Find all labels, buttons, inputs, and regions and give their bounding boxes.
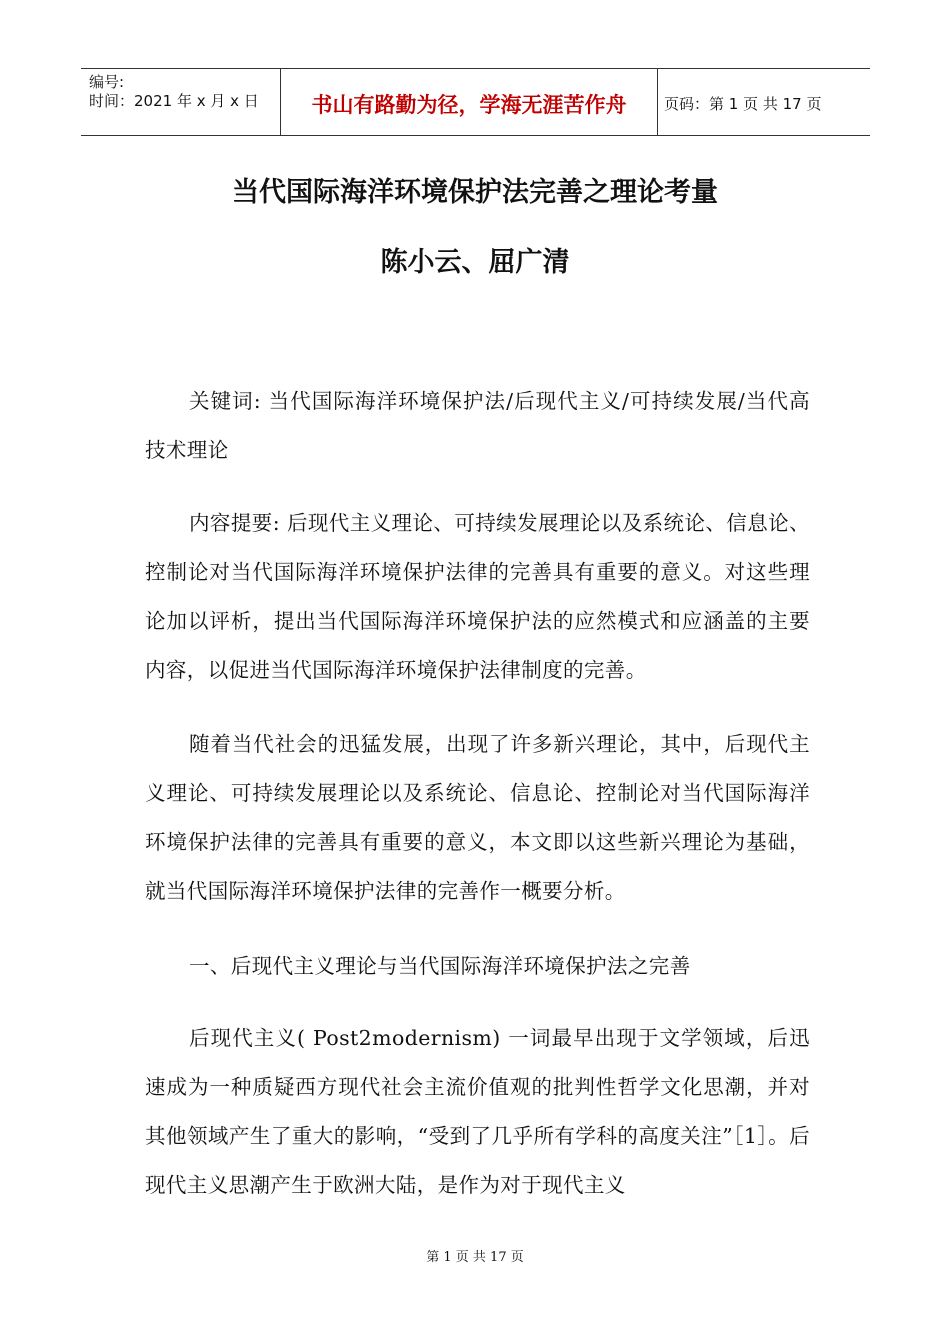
document-title: 当代国际海洋环境保护法完善之理论考量: [232, 177, 718, 208]
intro-paragraph: 随着当代社会的迅猛发展，出现了许多新兴理论，其中，后现代主义理论、可持续发展理论以及系统论、信息论、控制论对当代国际海洋环境保护法律的完善具有重要的意义，本文即以这些新兴理论为基础，就当代国际海洋环境保护法律的完善作一概要分析。: [145, 732, 810, 903]
section-heading: 一、后现代主义理论与当代国际海洋环境保护法之完善: [189, 954, 691, 978]
header-page-info: 页码：第 1 页 共 17 页: [664, 94, 822, 113]
abstract-paragraph: 内容提要: 后现代主义理论、可持续发展理论以及系统论、信息论、控制论对当代国际海洋环境保护法律的完善具有重要的意义。对这些理论加以评析，提出当代国际海洋环境保护法的应然模式和应涵盖的主要内容，以促进当代国际海洋环境保护法律制度的完善。: [145, 511, 810, 682]
body-paragraph: 后现代主义( Post2modernism) 一词最早出现于文学领域，后迅速成为一种质疑西方现代社会主流价值观的批判性哲学文化思潮，并对其他领域产生了重大的影响，“受到了几乎所有学科的高度关注”［1］。后现代主义思潮产生于欧洲大陆，是作为对于现代主义: [145, 1026, 810, 1197]
document-code-label: 编号:: [89, 73, 125, 91]
document-authors: 陈小云、屈广清: [380, 247, 570, 278]
header-table: [81, 68, 870, 136]
header-motto: 书山有路勤为径，学海无涯苦作舟: [281, 69, 658, 135]
keywords-paragraph: 关键词: 当代国际海洋环境保护法/后现代主义/可持续发展/当代高技术理论: [145, 389, 810, 462]
page-footer: 第 1 页 共 17 页: [426, 1250, 524, 1265]
header-meta-cell: [81, 69, 281, 135]
document-time-label: 时间：2021 年 x 月 x 日: [89, 92, 259, 110]
